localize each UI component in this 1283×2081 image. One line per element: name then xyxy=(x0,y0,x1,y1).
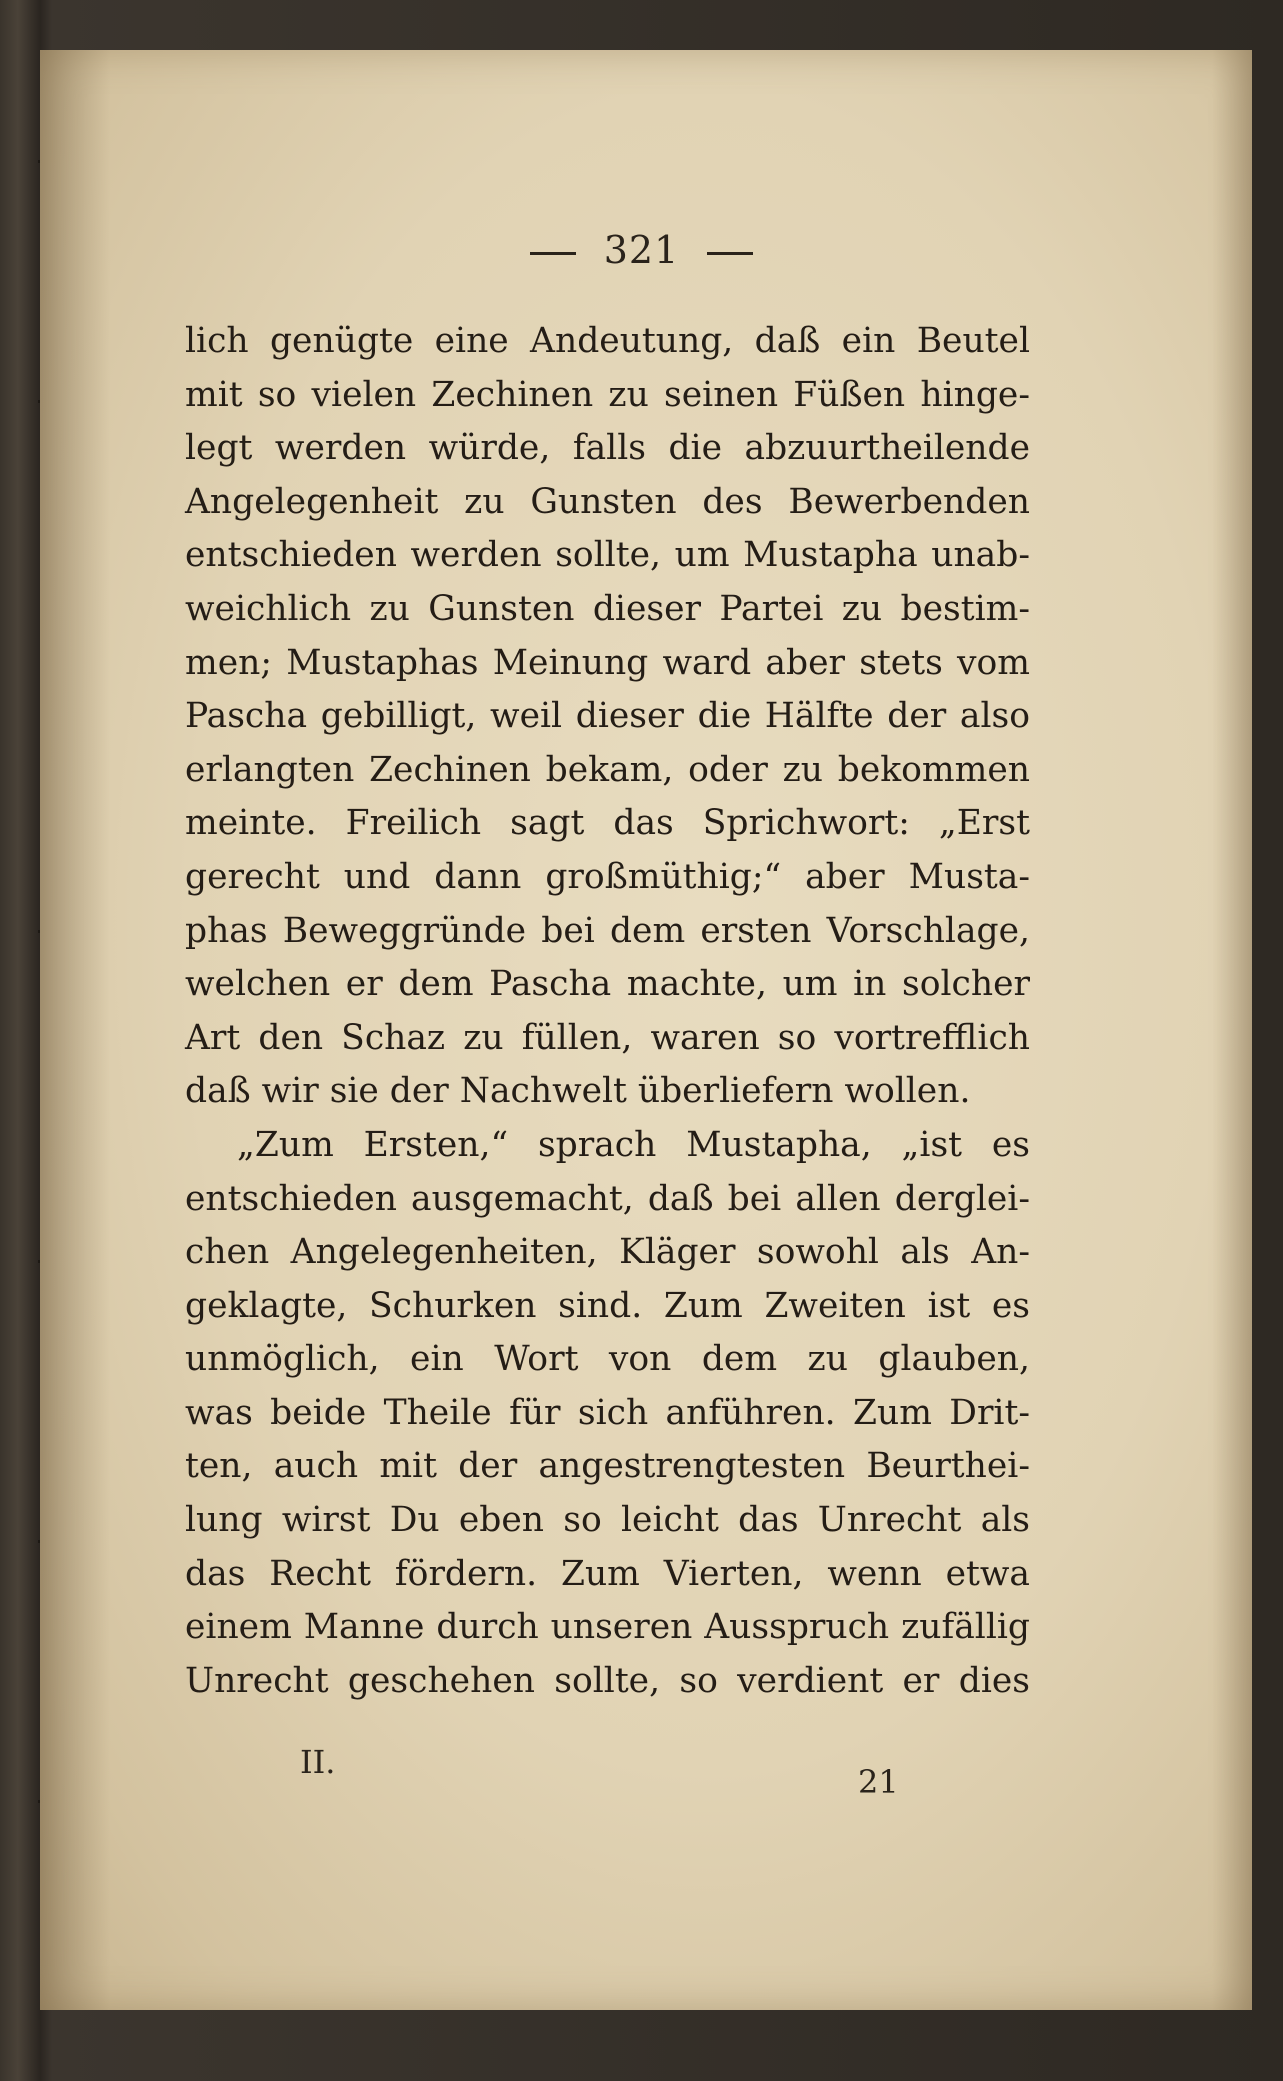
header-dash-left xyxy=(530,252,576,255)
text-line: Angelegenheit zu Gunsten des Bewerbenden xyxy=(185,481,1030,522)
text-line: welchen er dem Pascha machte, um in solcher xyxy=(185,964,1030,1005)
text-line: mit so vielen Zechinen zu seinen Füßen hinge- xyxy=(185,374,1030,415)
text-line: legt werden würde, falls die abzuurtheilende xyxy=(185,428,1030,469)
text-line: das Recht fördern. Zum Vierten, wenn etwa xyxy=(185,1553,1030,1594)
text-line: lung wirst Du eben so leicht das Unrecht als xyxy=(185,1500,1030,1541)
text-line: gerecht und dann großmüthig;“ aber Musta- xyxy=(185,856,1030,897)
text-line: einem Manne durch unseren Ausspruch zufällig xyxy=(185,1607,1030,1648)
sheet-number: 21 xyxy=(858,1763,899,1801)
text-line: was beide Theile für sich anführen. Zum Drit- xyxy=(185,1392,1030,1433)
text-line: lich genügte eine Andeutung, daß ein Beutel xyxy=(185,321,1030,361)
text-line: geklagte, Schurken sind. Zum Zweiten ist es xyxy=(185,1285,1030,1326)
text-line: weichlich zu Gunsten dieser Partei zu bestim- xyxy=(185,588,1030,629)
header-dash-right xyxy=(707,252,753,255)
text-line: Art den Schaz zu füllen, waren so vortrefflich xyxy=(185,1017,1030,1058)
text-line-paragraph-start: „Zum Ersten,“ sprach Mustapha, „ist es xyxy=(237,1124,1030,1165)
body-text xyxy=(185,315,1030,1708)
text-line: phas Beweggründe bei dem ersten Vorschlage, xyxy=(185,910,1030,951)
text-line: entschieden werden sollte, um Mustapha unab- xyxy=(185,535,1030,576)
text-line: erlangten Zechinen bekam, oder zu bekommen xyxy=(185,749,1030,790)
text-line: men; Mustaphas Meinung ward aber stets vom xyxy=(185,642,1030,683)
page-gutter-shadow xyxy=(40,50,110,2010)
text-line: meinte. Freilich sagt das Sprichwort: „Erst xyxy=(185,803,1030,844)
page-number: 321 xyxy=(603,228,680,272)
text-line: Unrecht geschehen sollte, so verdient er dies xyxy=(185,1660,1030,1701)
text-line: unmöglich, ein Wort von dem zu glauben, xyxy=(185,1339,1030,1380)
text-line: Pascha gebilligt, weil dieser die Hälfte der also xyxy=(185,696,1030,737)
page-edge-shadow xyxy=(1212,50,1252,2010)
text-line: ten, auch mit der angestrengtesten Beurthei- xyxy=(185,1446,1030,1487)
text-line: entschieden ausgemacht, daß bei allen derglei- xyxy=(185,1178,1030,1219)
page-header xyxy=(0,228,1283,272)
signature-mark: II. xyxy=(300,1743,336,1781)
text-line: chen Angelegenheiten, Kläger sowohl als An- xyxy=(185,1232,1030,1273)
text-line: daß wir sie der Nachwelt überliefern wollen. xyxy=(185,1071,971,1112)
